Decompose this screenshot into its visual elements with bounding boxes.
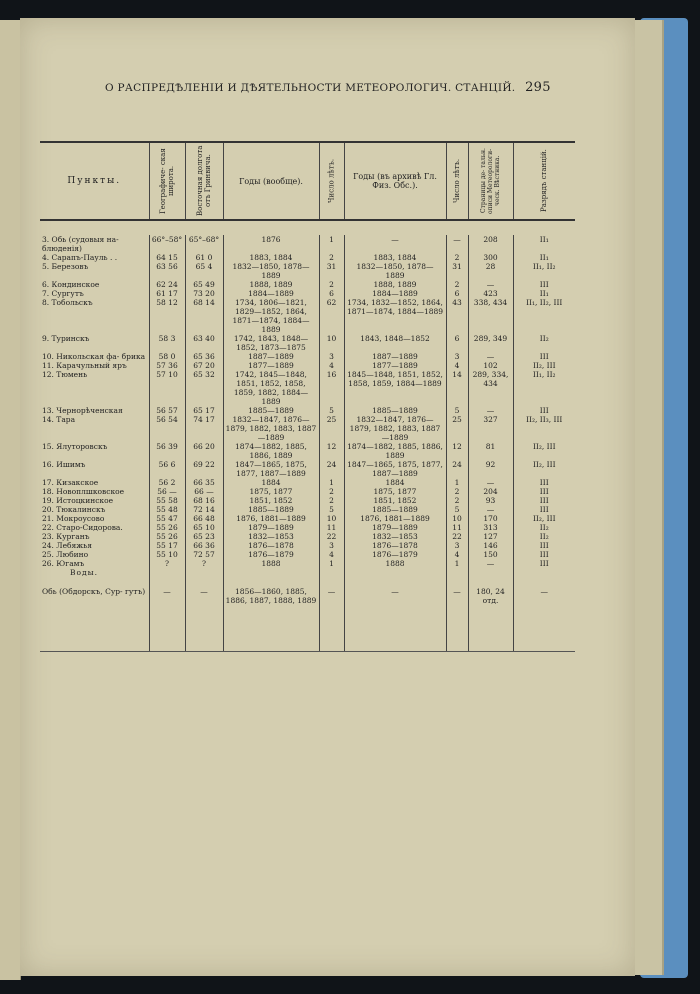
cell-point-name: 8. Тобольскъ (40, 298, 149, 334)
cell-longitude: 65 23 (185, 532, 223, 541)
cell-category: II₁ (513, 235, 575, 253)
cell-latitude: 55 10 (149, 550, 185, 559)
previous-page-edge (0, 20, 21, 980)
cell-category: III (513, 406, 575, 415)
cell-num-years: 1 (319, 478, 344, 487)
cell-num-years: 11 (319, 523, 344, 532)
page-stack-edge (630, 20, 664, 975)
col-header-point: Пункты. (40, 142, 149, 220)
table-row (40, 559, 575, 568)
cell-latitude: 56 57 (149, 406, 185, 415)
cell-pages: — (468, 478, 513, 487)
cell-num-years-archive: 2 (446, 487, 468, 496)
cell-pages: 180, 24 отд. (468, 587, 513, 605)
cell-point-name: 3. Обь (судовыя на- блюденія) (40, 235, 149, 253)
cell-longitude: 72 57 (185, 550, 223, 559)
cell-num-years: 2 (319, 253, 344, 262)
cell-num-years: 25 (319, 415, 344, 442)
cell-point-name: 20. Тюкалинскъ (40, 505, 149, 514)
cell-years: 1875, 1877 (223, 487, 319, 496)
cell-years: 1876 (223, 235, 319, 253)
cell-pages: — (468, 559, 513, 568)
empty-cell (40, 605, 149, 652)
cell-num-years-archive: 1 (446, 478, 468, 487)
cell-category: III (513, 487, 575, 496)
cell-years: 1885—1889 (223, 406, 319, 415)
cell-years-archive: 1843, 1848—1852 (344, 334, 446, 352)
cell-num-years-archive: 5 (446, 505, 468, 514)
cell-category: II₁, II₂ (513, 370, 575, 406)
cell-point-name: 25. Любино (40, 550, 149, 559)
cell-num-years-archive: 6 (446, 289, 468, 298)
cell-num-years: 22 (319, 532, 344, 541)
cell-pages: 208 (468, 235, 513, 253)
cell-years: 1885—1889 (223, 505, 319, 514)
cell-latitude: 56 6 (149, 460, 185, 478)
cell-point-name: 14. Тара (40, 415, 149, 442)
table-header-row (40, 142, 575, 220)
cell-longitude: 61 0 (185, 253, 223, 262)
running-title: О РАСПРЕДѢЛЕНІИ И ДѢЯТЕЛЬНОСТИ МЕТЕОРОЛОГИЧ. СТАНЦІЙ. (105, 82, 516, 94)
cell-longitude: — (185, 587, 223, 605)
cell-years: 1876—1878 (223, 541, 319, 550)
cell-latitude: 62 24 (149, 280, 185, 289)
cell-num-years-archive: 1 (446, 559, 468, 568)
table-row (40, 460, 575, 478)
cell-num-years: 12 (319, 442, 344, 460)
cell-num-years: 62 (319, 298, 344, 334)
cell-latitude: 55 26 (149, 532, 185, 541)
cell-pages: — (468, 406, 513, 415)
cell-pages: — (468, 505, 513, 514)
cell-longitude: 68 16 (185, 496, 223, 505)
table-row (40, 487, 575, 496)
col-header-num-years: Число лѣтъ. (319, 142, 344, 220)
cell-num-years: 10 (319, 334, 344, 352)
cell-point-name: 9. Туринскъ (40, 334, 149, 352)
table-row (40, 550, 575, 559)
cell-pages: 28 (468, 262, 513, 280)
cell-years: 1851, 1852 (223, 496, 319, 505)
cell-point-name: 26. Югамъ (40, 559, 149, 568)
cell-longitude: 65°–68° (185, 235, 223, 253)
cell-category: II₁ (513, 289, 575, 298)
cell-category: II₂, III (513, 460, 575, 478)
cell-longitude: 67 20 (185, 361, 223, 370)
col-header-num-years-archive: Число лѣтъ. (446, 142, 468, 220)
cell-pages: 300 (468, 253, 513, 262)
cell-category: II₂, III (513, 514, 575, 523)
empty-cell (468, 568, 513, 587)
cell-num-years: 1 (319, 559, 344, 568)
cell-num-years-archive: 14 (446, 370, 468, 406)
cell-point-name: 23. Курганъ (40, 532, 149, 541)
cell-num-years: 3 (319, 352, 344, 361)
table-row (40, 541, 575, 550)
cell-num-years-archive: 31 (446, 262, 468, 280)
cell-longitude: 65 36 (185, 352, 223, 361)
cell-years-archive: 1875, 1877 (344, 487, 446, 496)
cell-latitude: 55 48 (149, 505, 185, 514)
cell-longitude: 65 4 (185, 262, 223, 280)
cell-category: II₂, III (513, 361, 575, 370)
cell-num-years-archive: 3 (446, 541, 468, 550)
cell-num-years-archive: 25 (446, 415, 468, 442)
cell-num-years: 2 (319, 487, 344, 496)
cell-point-name: 13. Чернорѣченская (40, 406, 149, 415)
cell-num-years: 6 (319, 289, 344, 298)
empty-cell (446, 605, 468, 652)
cell-years: 1856—1860, 1885, 1886, 1887, 1888, 1889 (223, 587, 319, 605)
cell-longitude: 65 49 (185, 280, 223, 289)
cell-pages: — (468, 280, 513, 289)
empty-cell (446, 568, 468, 587)
cell-num-years: — (319, 587, 344, 605)
cell-years-archive: 1832—1850, 1878— 1889 (344, 262, 446, 280)
cell-num-years-archive: 2 (446, 496, 468, 505)
cell-num-years-archive: 22 (446, 532, 468, 541)
cell-latitude: 57 36 (149, 361, 185, 370)
table-row (40, 442, 575, 460)
cell-point-name: 12. Тюмень (40, 370, 149, 406)
cell-latitude: 55 47 (149, 514, 185, 523)
cell-num-years-archive: 4 (446, 550, 468, 559)
table-row (40, 298, 575, 334)
cell-num-years-archive: 2 (446, 280, 468, 289)
cell-years-archive: 1879—1889 (344, 523, 446, 532)
table-row (40, 253, 575, 262)
cell-longitude: 66 36 (185, 541, 223, 550)
cell-longitude: 74 17 (185, 415, 223, 442)
cell-category: II₂ (513, 523, 575, 532)
cell-years-archive: — (344, 587, 446, 605)
cell-num-years-archive: 6 (446, 334, 468, 352)
cell-years-archive: 1888, 1889 (344, 280, 446, 289)
cell-point-name: 4. Сарапъ-Пауль . . (40, 253, 149, 262)
cell-pages: 338, 434 (468, 298, 513, 334)
cell-pages: 289, 349 (468, 334, 513, 352)
cell-num-years: 5 (319, 505, 344, 514)
table-row (40, 235, 575, 253)
cell-num-years-archive: 12 (446, 442, 468, 460)
cell-latitude: 61 17 (149, 289, 185, 298)
cell-num-years: 4 (319, 361, 344, 370)
cell-pages: 146 (468, 541, 513, 550)
cell-num-years-archive: 11 (446, 523, 468, 532)
cell-years-archive: 1832—1847, 1876— 1879, 1882, 1883, 1887—1889 (344, 415, 446, 442)
cell-num-years-archive: 24 (446, 460, 468, 478)
cell-latitude: 56 — (149, 487, 185, 496)
cell-years-archive: 1876—1878 (344, 541, 446, 550)
cell-years: 1879—1889 (223, 523, 319, 532)
cell-longitude: 66 48 (185, 514, 223, 523)
cell-years: 1874—1882, 1885, 1886, 1889 (223, 442, 319, 460)
cell-longitude: 66 20 (185, 442, 223, 460)
cell-category: II₂, III (513, 442, 575, 460)
table-row-water (40, 587, 575, 605)
cell-years: 1884—1889 (223, 289, 319, 298)
cell-category: II₂ (513, 532, 575, 541)
table-row (40, 532, 575, 541)
cell-pages: 93 (468, 496, 513, 505)
cell-longitude: 72 14 (185, 505, 223, 514)
cell-num-years: 16 (319, 370, 344, 406)
cell-num-years-archive: 10 (446, 514, 468, 523)
page-header (105, 80, 551, 95)
table-row (40, 496, 575, 505)
cell-years-archive: 1884 (344, 478, 446, 487)
cell-years-archive: 1887—1889 (344, 352, 446, 361)
cell-latitude: 55 17 (149, 541, 185, 550)
cell-category: II₁, II₂ (513, 262, 575, 280)
cell-longitude: 68 14 (185, 298, 223, 334)
cell-num-years: 24 (319, 460, 344, 478)
cell-num-years-archive: 43 (446, 298, 468, 334)
cell-num-years-archive: 4 (446, 361, 468, 370)
cell-years: 1734, 1806—1821, 1829—1852, 1864, 1871—1874, 1884— 1889 (223, 298, 319, 334)
cell-point-name: 11. Карачульный яръ (40, 361, 149, 370)
cell-num-years: 10 (319, 514, 344, 523)
empty-cell (344, 605, 446, 652)
cell-years-archive: 1884—1889 (344, 289, 446, 298)
cell-years-archive: 1874—1882, 1885, 1886, 1889 (344, 442, 446, 460)
empty-cell (468, 605, 513, 652)
table-row (40, 415, 575, 442)
cell-years-archive: 1847—1865, 1875, 1877, 1887—1889 (344, 460, 446, 478)
col-header-longitude: Восточная долгота отъ Гринвича. (185, 142, 223, 220)
cell-years: 1832—1850, 1878— 1889 (223, 262, 319, 280)
cell-category: II₁ (513, 253, 575, 262)
section-title-waters: Воды. (40, 568, 149, 587)
empty-cell (149, 605, 185, 652)
cell-latitude: 63 56 (149, 262, 185, 280)
cell-category: III (513, 280, 575, 289)
cell-point-name: 19. Истоцкинское (40, 496, 149, 505)
table-row (40, 370, 575, 406)
cell-latitude: ? (149, 559, 185, 568)
cell-latitude: 66°–58° (149, 235, 185, 253)
col-header-pages: Страницы де- тальн. описи Метеорологи- ческ. Вѣстника. (468, 142, 513, 220)
cell-point-name: 17. Кизакское (40, 478, 149, 487)
cell-pages: 327 (468, 415, 513, 442)
cell-num-years: 4 (319, 550, 344, 559)
empty-cell (223, 605, 319, 652)
cell-num-years-archive: — (446, 587, 468, 605)
col-header-category: Разрядъ станцій. (513, 142, 575, 220)
cell-years: 1832—1853 (223, 532, 319, 541)
cell-years-archive: 1888 (344, 559, 446, 568)
cell-years: 1887—1889 (223, 352, 319, 361)
cell-category: III (513, 478, 575, 487)
empty-cell (185, 568, 223, 587)
table-row (40, 406, 575, 415)
cell-point-name: 22. Старо-Сидорова. (40, 523, 149, 532)
cell-num-years-archive: 3 (446, 352, 468, 361)
table-row (40, 505, 575, 514)
cell-latitude: 58 12 (149, 298, 185, 334)
cell-pages: 127 (468, 532, 513, 541)
cell-years-archive: 1885—1889 (344, 505, 446, 514)
table-row (40, 514, 575, 523)
cell-num-years: 1 (319, 235, 344, 253)
cell-latitude: 56 54 (149, 415, 185, 442)
cell-longitude: 65 32 (185, 370, 223, 406)
cell-point-name: 6. Кондинское (40, 280, 149, 289)
cell-category: — (513, 587, 575, 605)
empty-cell (513, 605, 575, 652)
empty-cell (185, 605, 223, 652)
cell-longitude: 73 20 (185, 289, 223, 298)
cell-years: 1876—1879 (223, 550, 319, 559)
cell-num-years: 31 (319, 262, 344, 280)
col-header-years: Годы (вообще). (223, 142, 319, 220)
table-row (40, 280, 575, 289)
cell-point-name: Обь (Обдорскъ, Сур- гутъ) (40, 587, 149, 605)
cell-latitude: 58 0 (149, 352, 185, 361)
cell-years-archive: 1832—1853 (344, 532, 446, 541)
cell-category: III (513, 550, 575, 559)
cell-years: 1888 (223, 559, 319, 568)
cell-years-archive: 1851, 1852 (344, 496, 446, 505)
cell-category: III (513, 559, 575, 568)
cell-years-archive: — (344, 235, 446, 253)
cell-num-years: 2 (319, 496, 344, 505)
cell-pages: 289, 334, 434 (468, 370, 513, 406)
cell-category: II₁, II₂, III (513, 298, 575, 334)
cell-years-archive: 1845—1848, 1851, 1852, 1858, 1859, 1884—1889 (344, 370, 446, 406)
cell-point-name: 16. Ишимъ (40, 460, 149, 478)
cell-pages: — (468, 352, 513, 361)
cell-years: 1832—1847, 1876— 1879, 1882, 1883, 1887—1889 (223, 415, 319, 442)
page-number: 295 (525, 80, 551, 95)
cell-pages: 102 (468, 361, 513, 370)
cell-years: 1742, 1843, 1848— 1852, 1873—1875 (223, 334, 319, 352)
cell-latitude: 64 15 (149, 253, 185, 262)
section-row-waters (40, 568, 575, 587)
table-row (40, 352, 575, 361)
cell-latitude: 56 39 (149, 442, 185, 460)
table-row (40, 478, 575, 487)
cell-longitude: ? (185, 559, 223, 568)
empty-cell (319, 605, 344, 652)
cell-longitude: 66 — (185, 487, 223, 496)
cell-years: 1742, 1845—1848, 1851, 1852, 1858, 1859, 1882, 1884— 1889 (223, 370, 319, 406)
cell-latitude: 57 10 (149, 370, 185, 406)
cell-pages: 81 (468, 442, 513, 460)
cell-num-years-archive: 2 (446, 253, 468, 262)
stations-table (40, 141, 575, 652)
cell-category: II₂, II₃, III (513, 415, 575, 442)
cell-years: 1888, 1889 (223, 280, 319, 289)
col-header-years-archive: Годы (въ архивѣ Гл. Физ. Обс.). (344, 142, 446, 220)
cell-category: II₂ (513, 334, 575, 352)
cell-category: III (513, 505, 575, 514)
table-filler-row (40, 605, 575, 652)
table-row (40, 289, 575, 298)
table-row (40, 523, 575, 532)
cell-years-archive: 1885—1889 (344, 406, 446, 415)
cell-latitude: — (149, 587, 185, 605)
cell-category: III (513, 496, 575, 505)
table-row (40, 262, 575, 280)
cell-years-archive: 1734, 1832—1852, 1864, 1871—1874, 1884—1889 (344, 298, 446, 334)
cell-pages: 204 (468, 487, 513, 496)
cell-years-archive: 1876—1879 (344, 550, 446, 559)
cell-point-name: 10. Никольская фа- брика (40, 352, 149, 361)
cell-longitude: 69 22 (185, 460, 223, 478)
cell-num-years: 5 (319, 406, 344, 415)
empty-cell (513, 568, 575, 587)
cell-pages: 170 (468, 514, 513, 523)
cell-num-years-archive: — (446, 235, 468, 253)
cell-category: III (513, 541, 575, 550)
cell-longitude: 66 35 (185, 478, 223, 487)
cell-num-years-archive: 5 (446, 406, 468, 415)
empty-cell (319, 568, 344, 587)
cell-years: 1883, 1884 (223, 253, 319, 262)
cell-years-archive: 1883, 1884 (344, 253, 446, 262)
empty-cell (149, 568, 185, 587)
cell-years: 1877—1889 (223, 361, 319, 370)
cell-category: III (513, 352, 575, 361)
cell-years: 1884 (223, 478, 319, 487)
cell-pages: 92 (468, 460, 513, 478)
cell-years: 1876, 1881—1889 (223, 514, 319, 523)
empty-cell (344, 568, 446, 587)
cell-latitude: 58 3 (149, 334, 185, 352)
cell-longitude: 65 17 (185, 406, 223, 415)
cell-latitude: 55 58 (149, 496, 185, 505)
empty-cell (223, 568, 319, 587)
cell-point-name: 21. Мокроусово (40, 514, 149, 523)
cell-latitude: 55 26 (149, 523, 185, 532)
cell-years-archive: 1877—1889 (344, 361, 446, 370)
table-row (40, 334, 575, 352)
cell-point-name: 15. Ялуторовскъ (40, 442, 149, 460)
cell-longitude: 65 10 (185, 523, 223, 532)
cell-latitude: 56 2 (149, 478, 185, 487)
cell-pages: 313 (468, 523, 513, 532)
cell-pages: 423 (468, 289, 513, 298)
cell-years-archive: 1876, 1881—1889 (344, 514, 446, 523)
cell-point-name: 7. Сургутъ (40, 289, 149, 298)
cell-point-name: 24. Лебяжья (40, 541, 149, 550)
cell-pages: 150 (468, 550, 513, 559)
cell-years: 1847—1865, 1875, 1877, 1887—1889 (223, 460, 319, 478)
cell-longitude: 63 40 (185, 334, 223, 352)
cell-num-years: 3 (319, 541, 344, 550)
cell-point-name: 18. Новоплшковское (40, 487, 149, 496)
cell-point-name: 5. Березовъ (40, 262, 149, 280)
cell-num-years: 2 (319, 280, 344, 289)
table-row (40, 361, 575, 370)
col-header-latitude: Географиче- ская широта. (149, 142, 185, 220)
